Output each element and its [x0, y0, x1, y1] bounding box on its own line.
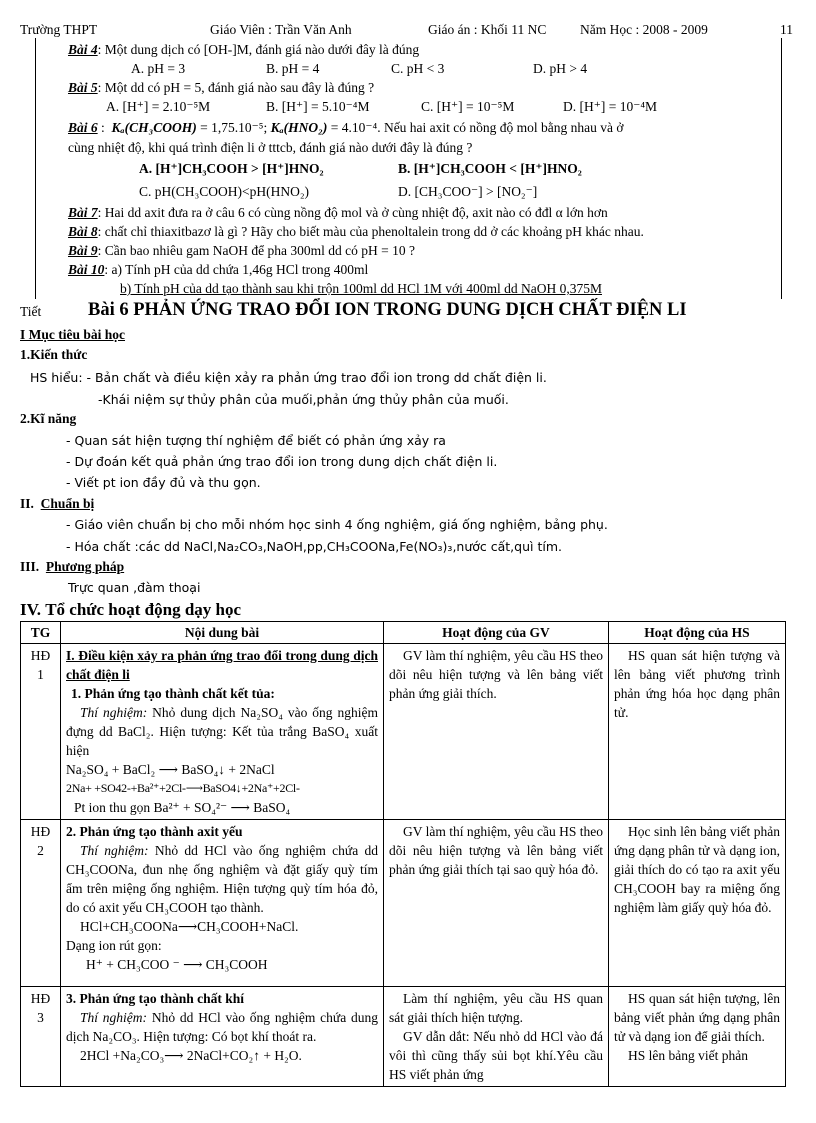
lesson-title: Bài 6 PHẢN ỨNG TRAO ĐỔI ION TRONG DUNG DỊCH CHẤT ĐIỆN LI: [88, 300, 687, 320]
teacher-name: Giáo Viên : Trần Văn Anh: [210, 22, 352, 37]
exercise-5: Bài 5: Một dd có pH = 5, đánh giá nào sau đây là đúng ?: [68, 80, 375, 95]
preparation-item-1: - Giáo viên chuẩn bị cho mỗi nhóm học sinh 4 ống nghiệm, giá ống nghiệm, bảng phụ.: [66, 517, 608, 532]
content-subheading: 2. Phản ứng tạo thành axit yếu: [66, 824, 243, 839]
exercise-4: Bài 4: Một dung dịch có [OH-]M, đánh giá nào dưới đây là đúng: [68, 42, 420, 57]
exercise-4-option-b: B. pH = 4: [266, 61, 320, 76]
exercise-box: [35, 38, 782, 299]
exercise-5-option-b: B. [H⁺] = 5.10⁻⁴M: [266, 99, 370, 114]
exercise-6-option-b: B. [H⁺]CH₃COOH < [H⁺]HNO₂: [398, 161, 582, 176]
exercise-4-option-a: A. pH = 3: [131, 61, 186, 76]
section-objectives: I Mục tiêu bài học: [20, 327, 126, 342]
equation-molecular: HCl+CH₃COONa⟶CH₃COOH+NaCl.: [80, 919, 299, 934]
experiment-text: Thí nghiệm: Nhỏ dung dịch Na₂SO₄ vào ống nghiệm đựng dd BaCl₂. Hiện tượng: Kết tủa trắng BaSO₄ xuất hiện: [66, 705, 379, 758]
ka-hno2: Kₐ(HNO₂): [270, 120, 328, 135]
experiment-text: Thí nghiệm: Nhỏ dd HCl vào ống nghiệm chứa dung dịch Na₂CO₃. Hiện tượng: Có bọt khí thoát ra.: [66, 1010, 379, 1044]
ka-ch3cooh: Kₐ(CH₃COOH): [111, 120, 197, 135]
equation-full-ionic: 2Na+ +SO42-+Ba²⁺+2Cl-⟶BaSO4↓+2Na⁺+2Cl-: [66, 781, 300, 795]
exercise-9: Bài 9: Cần bao nhiêu gam NaOH để pha 300ml dd có pH = 10 ?: [68, 243, 415, 258]
content-heading: I. Điều kiện xảy ra phản ứng trao đổi trong dung dịch chất điện li: [66, 648, 378, 682]
teacher-activity-cell: GV làm thí nghiệm, yêu cầu HS theo dõi nêu hiện tượng và lên bảng viết phản ứng giải thích.: [384, 644, 609, 820]
section-activities: IV. Tổ chức hoạt động dạy học: [20, 600, 242, 619]
page-number: 11: [780, 22, 793, 37]
preparation-item-2: - Hóa chất :các dd NaCl,Na₂CO₃,NaOH,pp,CH₃COONa,Fe(NO₃)₃,nước cất,quì tím.: [66, 539, 562, 554]
column-header-teacher: Hoạt động của GV: [384, 622, 609, 644]
teacher-activity-cell: GV làm thí nghiệm, yêu cầu HS theo dõi nêu hiện tượng và lên bảng viết phản ứng giải thích tại sao quỳ hóa đỏ.: [384, 820, 609, 987]
exercise-6-option-c: C. pH(CH₃COOH)<pH(HNO₂): [139, 184, 310, 199]
content-cell: [61, 820, 384, 987]
exercise-5-option-a: A. [H⁺] = 2.10⁻⁵M: [106, 99, 211, 114]
lesson-plan-grade: Giáo án : Khối 11 NC: [428, 22, 547, 37]
section-knowledge: 1.Kiến thức: [20, 347, 88, 362]
column-header-student: Hoạt động của HS: [609, 622, 786, 644]
table-row: [21, 987, 786, 1087]
knowledge-item-1: HS hiểu: - Bản chất và điều kiện xảy ra phản ứng trao đổi ion trong dd chất điện li.: [30, 370, 547, 385]
exercise-4-option-d: D. pH > 4: [533, 61, 588, 76]
skill-item-1: - Quan sát hiện tượng thí nghiệm để biết có phản ứng xảy ra: [66, 433, 446, 448]
student-activity-cell: HS quan sát hiện tượng, lên bảng viết phản ứng dạng phân tử và dạng ion để giải thích. HS lên bảng viết phản: [609, 987, 786, 1087]
experiment-text: Thí nghiệm: Nhỏ dd HCl vào ống nghiệm chứa dd CH₃COONa, đun nhẹ ống nghiệm và đặt giấy quỳ tím ẩm trên miệng ống nghiệm. Hiện tượng quỳ tím hóa đỏ, do có axit yếu CH₃COOH tạo thành.: [66, 843, 379, 915]
exercise-10: Bài 10: a) Tính pH của dd chứa 1,46g HCl trong 400ml: [68, 262, 369, 277]
activities-table: [20, 621, 786, 1087]
activity-label: HĐ 3: [21, 987, 61, 1087]
activity-label: HĐ 2: [21, 820, 61, 987]
skill-item-3: - Viết pt ion đầy đủ và thu gọn.: [66, 475, 261, 490]
exercise-6: Bài 6 : Kₐ(CH₃COOH) = 1,75.10⁻⁵; Kₐ(HNO₂) = 4.10⁻⁴. Nếu hai axit có nồng độ mol bằng nhau và ở: [68, 120, 624, 135]
exercise-6-option-d: D. [CH₃COO⁻] > [NO₂⁻]: [398, 184, 538, 199]
exercise-4-option-c: C. pH < 3: [391, 61, 445, 76]
knowledge-item-2: -Khái niệm sự thủy phân của muối,phản ứng thủy phân của muối.: [98, 392, 509, 407]
table-row: [21, 644, 786, 820]
exercise-5-option-c: C. [H⁺] = 10⁻⁵M: [421, 99, 515, 114]
exercise-6-question: cùng nhiệt độ, khi quá trình điện li ở tttcb, đánh giá nào dưới đây là đúng ?: [68, 140, 473, 155]
column-header-content: Nội dung bài: [61, 622, 384, 644]
exercise-5-option-d: D. [H⁺] = 10⁻⁴M: [563, 99, 658, 114]
content-subheading: 1. Phản ứng tạo thành chất kết tủa:: [71, 686, 275, 701]
table-header-row: [21, 622, 786, 644]
tiet-label: Tiết: [20, 304, 42, 319]
section-skills: 2.Kĩ năng: [20, 411, 77, 426]
ionic-label: Dạng ion rút gọn:: [66, 938, 162, 953]
school-name: Trường THPT: [20, 22, 98, 37]
exercise-7: Bài 7: Hai dd axit đưa ra ở câu 6 có cùng nồng độ mol và ở cùng nhiệt độ, axit nào có đđl α lớn hơn: [68, 205, 608, 220]
content-cell: [61, 644, 384, 820]
content-cell: [61, 987, 384, 1087]
equation-net-ionic: H⁺ + CH₃COO ⁻ ⟶ CH₃COOH: [86, 957, 268, 972]
exercise-6-option-a: A. [H⁺]CH₃COOH > [H⁺]HNO₂: [139, 161, 324, 176]
section-preparation: II. Chuẩn bị: [20, 496, 95, 511]
activity-label: HĐ 1: [21, 644, 61, 820]
equation-net-ionic: Pt ion thu gọn Ba²⁺ + SO₄²⁻ ⟶ BaSO₄: [74, 800, 291, 815]
content-subheading: 3. Phản ứng tạo thành chất khí: [66, 991, 245, 1006]
skill-item-2: - Dự đoán kết quả phản ứng trao đổi ion trong dung dịch chất điện li.: [66, 454, 498, 469]
section-methods: III. Phương pháp: [20, 559, 125, 574]
exercise-8: Bài 8: chất chỉ thiaxitbazơ là gì ? Hãy cho biết màu của phenoltalein trong dd ở các khoảng pH khác nhau.: [68, 224, 644, 239]
equation-molecular: Na₂SO₄ + BaCl₂ ⟶ BaSO₄↓ + 2NaCl: [66, 762, 275, 777]
teacher-activity-cell: Làm thí nghiệm, yêu cầu HS quan sát giải thích hiện tượng. GV dẫn dắt: Nếu nhỏ dd HCl vào đá vôi thì cũng thấy sủi bọt khí.Yêu cầu HS viết phản ứng: [384, 987, 609, 1087]
school-year: Năm Học : 2008 - 2009: [580, 22, 708, 37]
methods-text: Trực quan ,đàm thoại: [68, 580, 201, 595]
table-row: [21, 820, 786, 987]
equation-molecular: 2HCl +Na₂CO₃⟶ 2NaCl+CO₂↑ + H₂O.: [80, 1048, 302, 1063]
exercise-10-part-b: b) Tính pH của dd tạo thành sau khi trộn 100ml dd HCl 1M với 400ml dd NaOH 0,375M: [120, 281, 602, 296]
column-header-tg: TG: [21, 622, 61, 644]
student-activity-cell: Học sinh lên bảng viết phản ứng dạng phân tử và dạng ion, giải thích do có tạo ra axit yếu CH₃COOH bay ra miệng ống nghiệm làm giấy quỳ hóa đỏ.: [609, 820, 786, 987]
student-activity-cell: HS quan sát hiện tượng và lên bảng viết phương trình phản ứng hóa học dạng phân tử.: [609, 644, 786, 820]
